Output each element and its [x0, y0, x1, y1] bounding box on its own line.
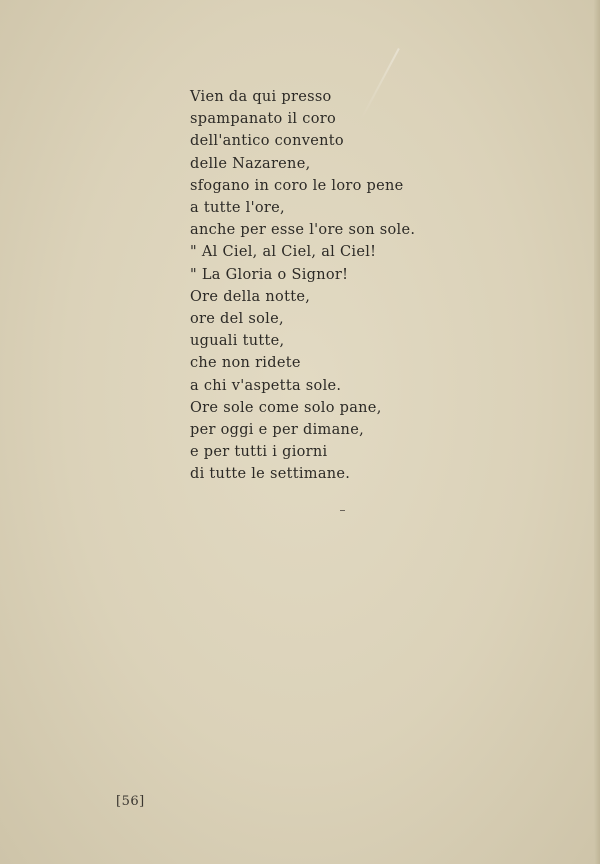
- poem-line: per oggi e per dimane,: [190, 422, 364, 439]
- poem-line: " La Gloria o Signor!: [190, 266, 349, 283]
- poem-line: sfogano in coro le loro pene: [190, 177, 404, 194]
- poem-line: e per tutti i giorni: [190, 444, 328, 461]
- poem-text: [190, 86, 415, 486]
- poem-line: spampanato il coro: [190, 111, 336, 128]
- page-number: [56]: [116, 794, 145, 809]
- poem-line: anche per esse l'ore son sole.: [190, 222, 416, 239]
- poem-line: a tutte l'ore,: [190, 200, 285, 217]
- poem-line: che non ridete: [190, 355, 301, 372]
- poem-line: uguali tutte,: [190, 333, 285, 350]
- poem-line: Ore sole come solo pane,: [190, 399, 382, 416]
- page-edge: [594, 0, 600, 864]
- poem-line: Ore della notte,: [190, 288, 311, 305]
- poem-line: Vien da qui presso: [190, 89, 332, 105]
- poem-line: delle Nazarene,: [190, 155, 311, 172]
- poem-line: ore del sole,: [190, 311, 284, 328]
- section-dash: [340, 510, 345, 511]
- poem-line: dell'antico convento: [190, 133, 344, 150]
- poem-line: a chi v'aspetta sole.: [190, 377, 342, 394]
- poem-line: di tutte le settimane.: [190, 466, 351, 483]
- poem-line: " Al Ciel, al Ciel, al Ciel!: [190, 244, 377, 261]
